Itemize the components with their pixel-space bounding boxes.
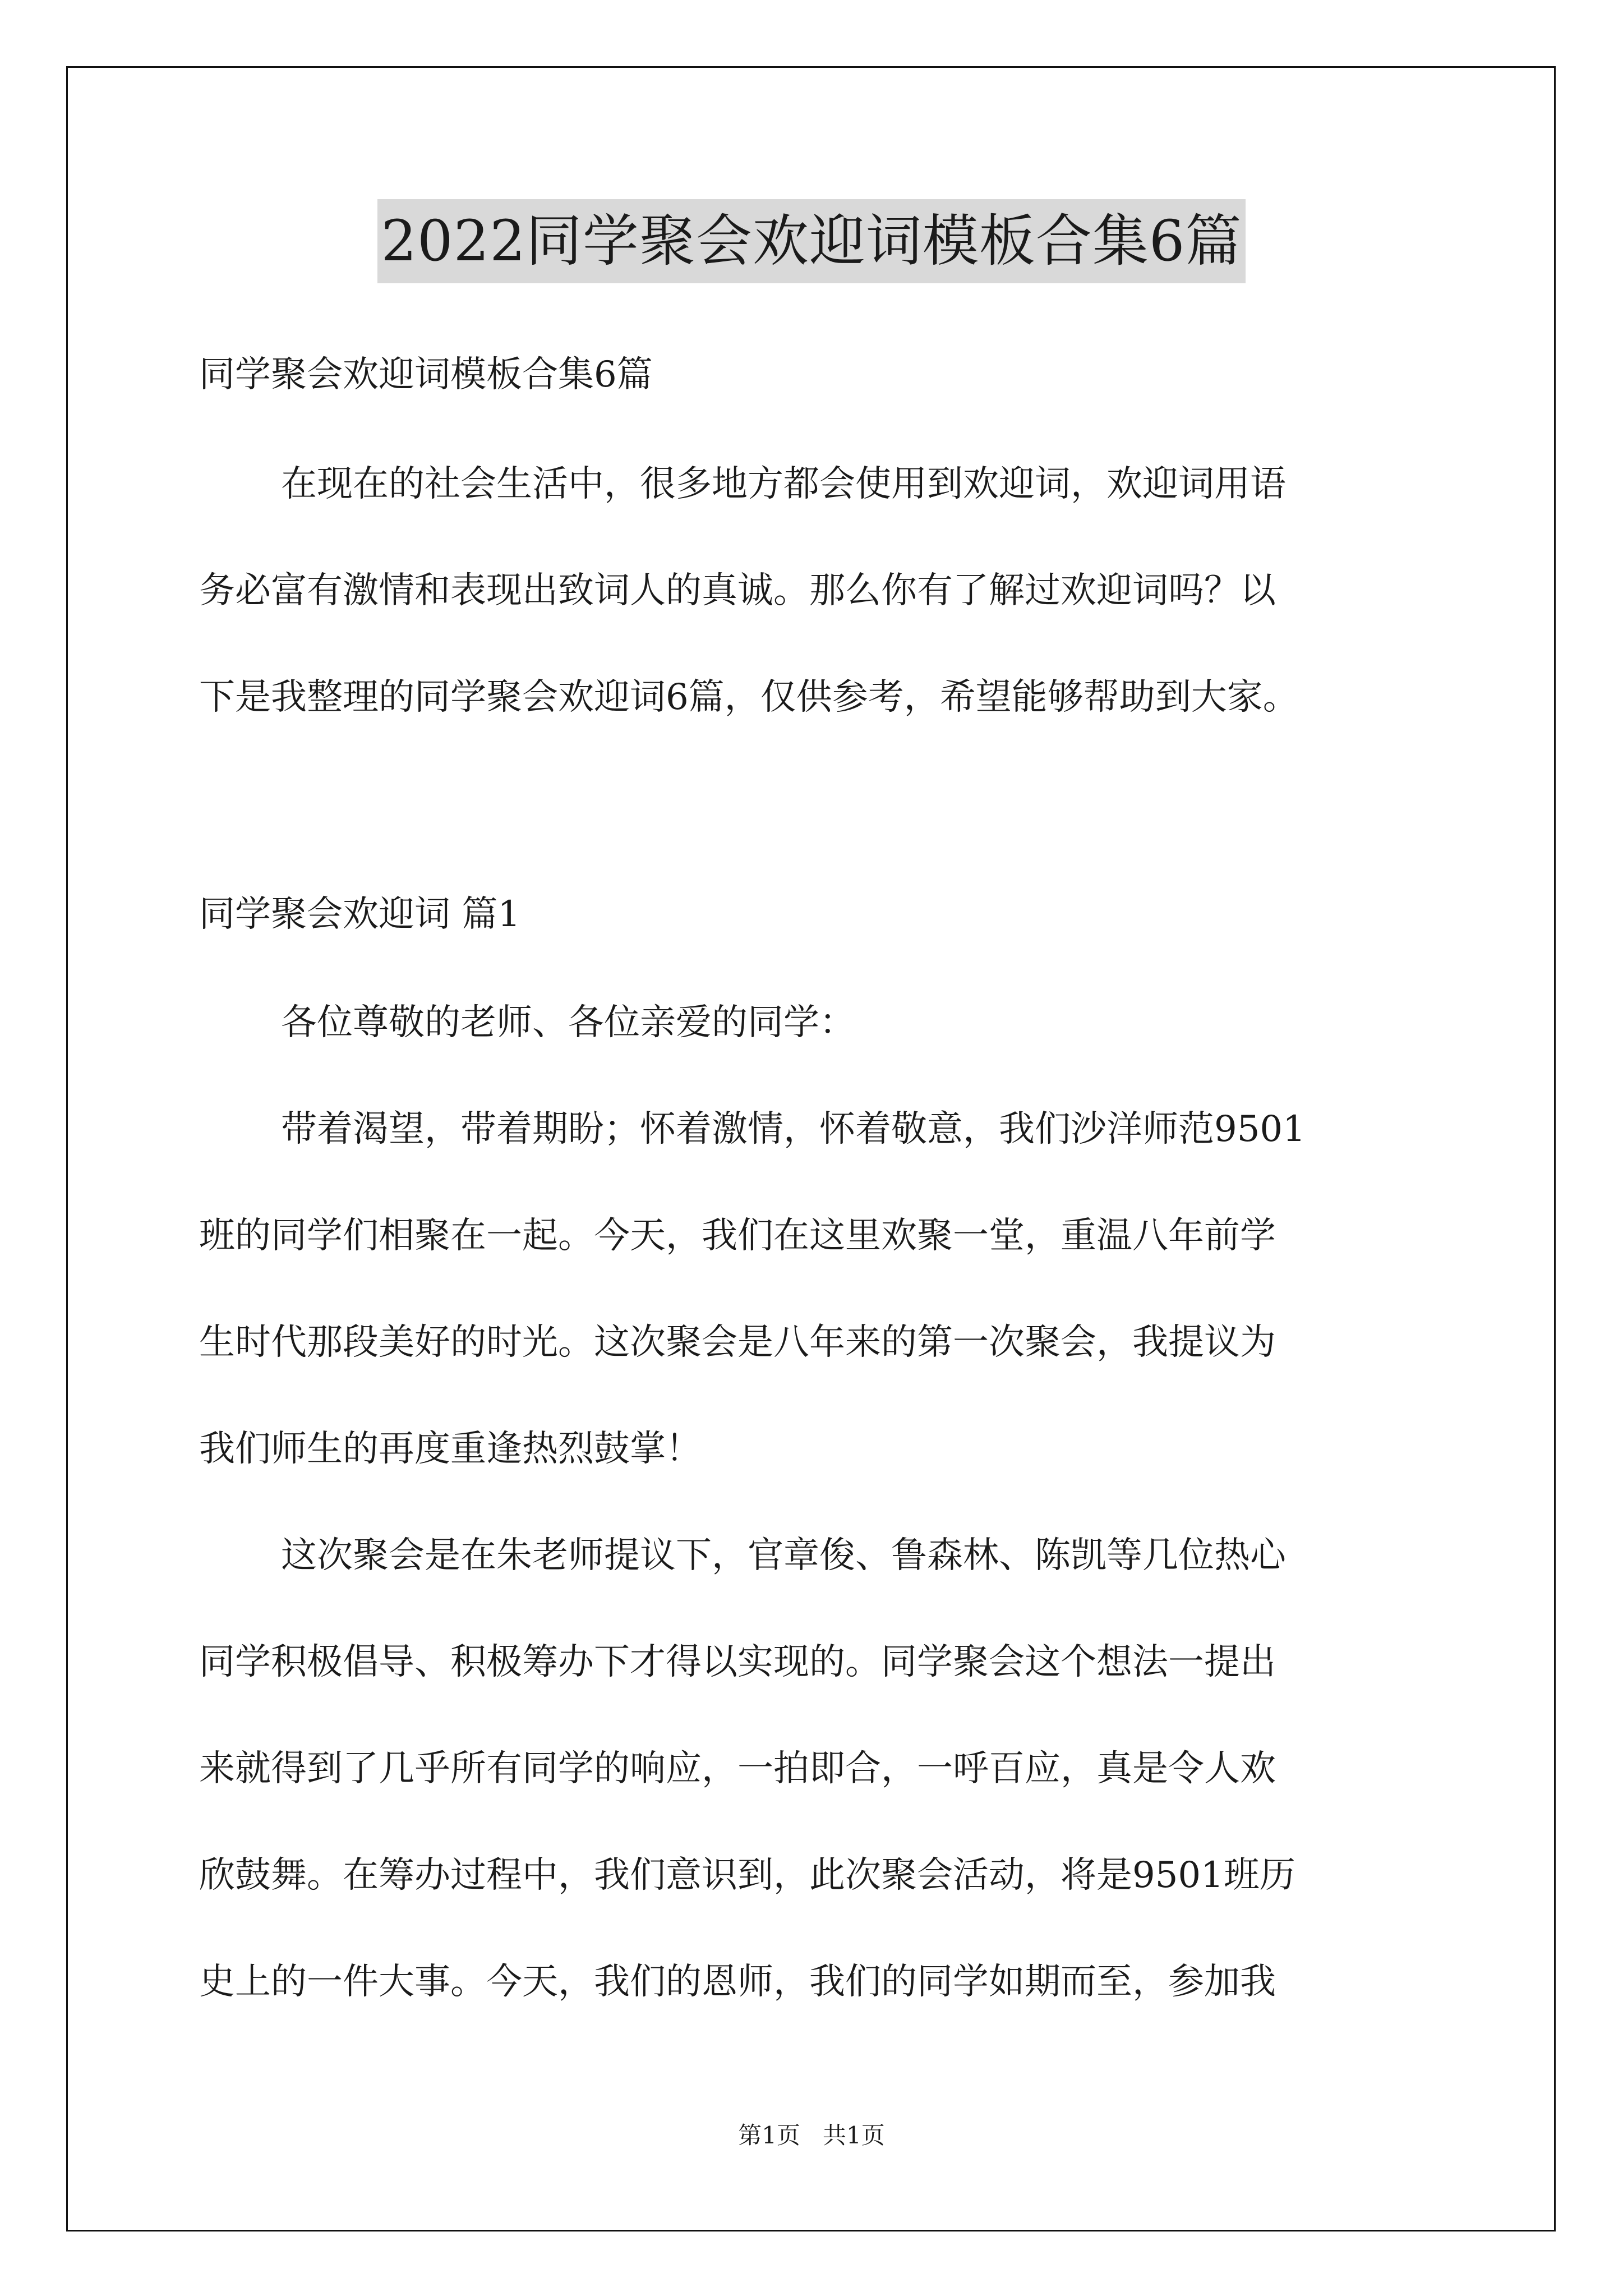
paragraph-line: 我们师生的再度重逢热烈鼓掌！ <box>199 1428 702 1470</box>
paragraph-line: 史上的一件大事。今天，我们的恩师，我们的同学如期而至，参加我 <box>199 1961 1276 2003</box>
paragraph-line: 务必富有激情和表现出致词人的真诚。那么你有了解过欢迎词吗？以 <box>199 570 1276 611</box>
paragraph-line: 带着渴望，带着期盼；怀着激情，怀着敬意，我们沙洋师范9501 <box>281 1108 1306 1150</box>
subtitle-line: 同学聚会欢迎词模板合集6篇 <box>199 354 653 395</box>
page-footer: 第1页 共1页 <box>738 2122 885 2149</box>
paragraph-line: 欣鼓舞。在筹办过程中，我们意识到，此次聚会活动，将是9501班历 <box>199 1855 1295 1896</box>
paragraph-line: 班的同学们相聚在一起。今天，我们在这里欢聚一堂，重温八年前学 <box>199 1215 1276 1257</box>
paragraph-line: 下是我整理的同学聚会欢迎词6篇，仅供参考，希望能够帮助到大家。 <box>199 677 1299 718</box>
section-heading: 同学聚会欢迎词 篇1 <box>199 894 521 935</box>
paragraph-line: 生时代那段美好的时光。这次聚会是八年来的第一次聚会，我提议为 <box>199 1322 1276 1363</box>
document-title: 2022同学聚会欢迎词模板合集6篇 <box>377 199 1245 283</box>
title-container <box>0 199 1623 283</box>
paragraph-line: 来就得到了几乎所有同学的响应，一拍即合，一呼百应，真是令人欢 <box>199 1748 1276 1789</box>
paragraph-line: 在现在的社会生活中，很多地方都会使用到欢迎词，欢迎词用语 <box>281 463 1286 505</box>
paragraph-line: 同学积极倡导、积极筹办下才得以实现的。同学聚会这个想法一提出 <box>199 1641 1276 1683</box>
salutation-line: 各位尊敬的老师、各位亲爱的同学： <box>281 1002 855 1043</box>
paragraph-line: 这次聚会是在朱老师提议下，官章俊、鲁森林、陈凯等几位热心 <box>281 1535 1286 1576</box>
